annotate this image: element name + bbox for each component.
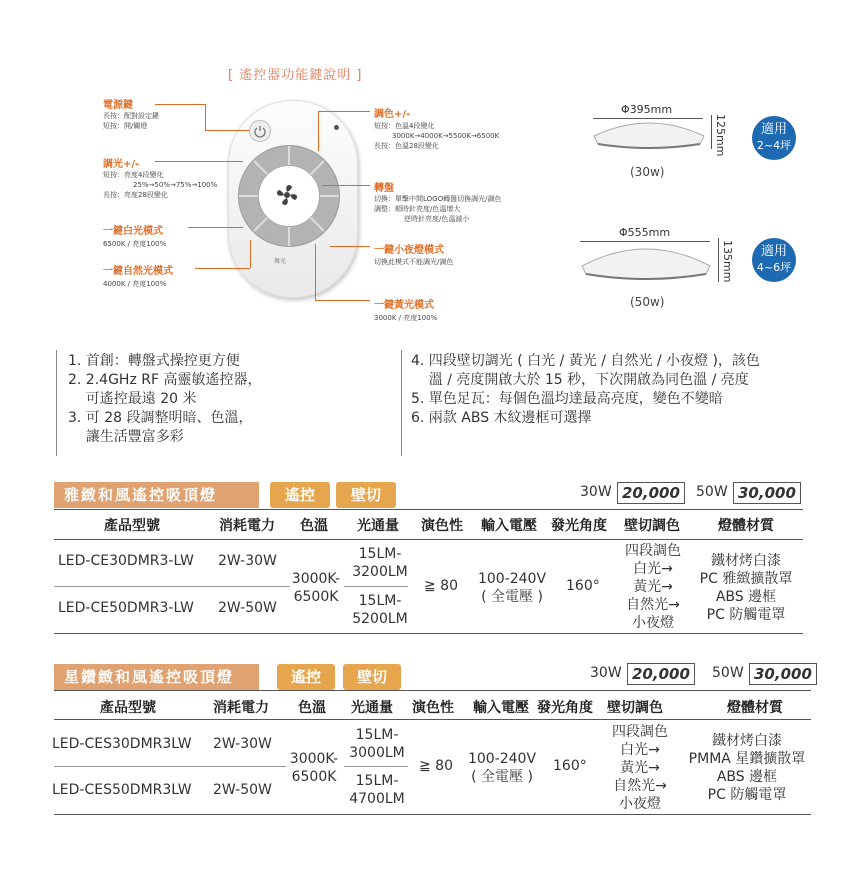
- dimming-key-desc: 短按：亮度4段變化 25%→50%→75%→100% 長按：亮度28段變化: [103, 171, 218, 199]
- table-rule: [54, 539, 803, 540]
- voltage-cell: 100-240V ( 全電壓 ): [467, 751, 537, 785]
- leader-line: [195, 268, 250, 269]
- product-title: 星鑽緻和風遙控吸頂燈: [54, 664, 259, 690]
- col-header-cri: 演色性: [412, 700, 454, 716]
- leader-line: [322, 185, 370, 186]
- dial-label: 轉盤: [374, 183, 394, 194]
- remote-brand-label: 舞光: [274, 258, 287, 265]
- power-key-label: 電源鍵: [103, 100, 133, 111]
- angle-cell: 160°: [566, 578, 600, 594]
- dimension-line: [711, 115, 712, 149]
- col-header-lumen: 光通量: [351, 700, 393, 716]
- table-rule: [54, 814, 811, 815]
- angle-cell: 160°: [553, 758, 587, 774]
- lamp-30w-height: 125mm: [714, 114, 727, 157]
- col-header-voltage: 輸入電壓: [473, 700, 529, 716]
- model-cell: LED-CE50DMR3-LW: [58, 600, 194, 616]
- natural-mode-desc: 4000K / 亮度100%: [103, 280, 167, 288]
- price-30w-label: 30W: [580, 484, 612, 500]
- features-divider: [401, 350, 402, 456]
- yellow-mode-desc: 3000K / 亮度100%: [374, 314, 438, 322]
- price-50w: 30,000: [733, 482, 801, 504]
- dimension-line: [718, 238, 719, 282]
- col-header-model: 產品型號: [104, 518, 160, 534]
- model-cell: LED-CES30DMR3LW: [52, 736, 192, 752]
- col-header-switch: 壁切調色: [607, 700, 663, 716]
- col-header-voltage: 輸入電壓: [481, 518, 537, 534]
- power-key-desc: 長按：配對設定鍵 短按：開/關燈: [103, 112, 159, 130]
- row-divider: [344, 766, 408, 767]
- section-title: [ 遙控器功能鍵說明 ]: [228, 68, 363, 83]
- cct-cell: 3000K- 6500K: [291, 571, 341, 605]
- night-mode-desc: 切換此模式不能調光/調色: [374, 258, 454, 266]
- lumen-cell: 15LM- 5200LM: [352, 593, 408, 627]
- wall-switch-tag: 壁切: [336, 482, 396, 508]
- cri-cell: ≧ 80: [419, 758, 453, 774]
- natural-mode-label: 一鍵自然光模式: [103, 266, 173, 277]
- lamp-30w-diameter: Φ395mm: [621, 103, 673, 116]
- switch-cell: 四段調色 白光→ 黃光→ 自然光→ 小夜燈: [625, 543, 681, 631]
- features-left-list: 1. 首創：轉盤式操控更方便 2. 2.4GHz RF 高靈敏遙控器， 可遙控最遠 20 米 3. 可 28 段調整明暗、色溫， 讓生活豐富多彩: [68, 353, 262, 445]
- voltage-cell: 100-240V ( 全電壓 ): [477, 571, 547, 605]
- col-header-cri: 演色性: [421, 518, 463, 534]
- col-header-cct: 色溫: [298, 700, 326, 716]
- power-cell: 2W-50W: [213, 782, 272, 798]
- wall-switch-tag: 壁切: [343, 664, 401, 690]
- lamp-50w-height: 135mm: [721, 240, 734, 283]
- lamp-30w-watt: (30w): [630, 165, 665, 179]
- color-key-desc: 短按：色溫4段變化 3000K→4000K→5500K→6500K 長按：色溫28段變化: [374, 122, 500, 150]
- model-cell: LED-CE30DMR3-LW: [58, 553, 194, 569]
- table-rule: [54, 719, 811, 720]
- leader-line: [315, 244, 316, 300]
- lumen-cell: 15LM- 4700LM: [349, 773, 405, 807]
- white-mode-label: 一鍵白光模式: [103, 226, 163, 237]
- white-mode-desc: 6500K / 亮度100%: [103, 240, 167, 248]
- remote-tag: 遙控: [277, 664, 335, 690]
- col-header-material: 燈體材質: [718, 518, 774, 534]
- price-50w-label: 50W: [712, 665, 744, 681]
- power-cell: 2W-30W: [213, 736, 272, 752]
- leader-line: [318, 111, 370, 112]
- leader-line: [155, 104, 205, 105]
- leader-line: [315, 300, 370, 301]
- lumen-cell: 15LM- 3000LM: [349, 727, 405, 761]
- area-badge-30w: 適用 2~4坪: [752, 116, 796, 160]
- col-header-cct: 色溫: [300, 518, 328, 534]
- row-divider: [54, 586, 290, 587]
- price-30w-label: 30W: [590, 665, 622, 681]
- col-header-power: 消耗電力: [219, 518, 275, 534]
- leader-line: [318, 111, 319, 151]
- product-title: 雅緻和風遙控吸頂燈: [54, 482, 259, 508]
- yellow-mode-label: 一鍵黃光模式: [374, 300, 434, 311]
- table-rule: [54, 633, 803, 634]
- lamp-30w-image: [590, 116, 708, 152]
- power-cell: 2W-30W: [218, 553, 277, 569]
- cri-cell: ≧ 80: [424, 578, 458, 594]
- price-30w: 20,000: [617, 482, 685, 504]
- cct-cell: 3000K- 6500K: [289, 751, 339, 785]
- color-key-label: 調色+/-: [374, 109, 411, 120]
- row-divider: [344, 586, 408, 587]
- lamp-50w-image: [578, 240, 714, 284]
- col-header-lumen: 光通量: [357, 518, 399, 534]
- col-header-switch: 壁切調色: [624, 518, 680, 534]
- leader-line: [205, 130, 249, 131]
- power-cell: 2W-50W: [218, 600, 277, 616]
- power-icon: [249, 120, 271, 142]
- col-header-model: 產品型號: [100, 700, 156, 716]
- price-50w: 30,000: [749, 663, 817, 685]
- leader-line: [155, 161, 243, 162]
- material-cell: 鐵材烤白漆 PMMA 星鑽擴散罩 ABS 邊框 PC 防觸電罩: [688, 733, 806, 803]
- dial-desc: 切換：單擊中間LOGO轉盤切換調光/調色 調整：順時針亮度/色溫增大 逆時針亮度/色溫減小: [374, 195, 502, 223]
- lamp-50w-diameter: Φ555mm: [619, 226, 671, 239]
- lumen-cell: 15LM- 3200LM: [352, 546, 408, 580]
- row-divider: [54, 766, 286, 767]
- logo-fan-icon: [272, 180, 302, 210]
- model-cell: LED-CES50DMR3LW: [52, 782, 192, 798]
- leader-line: [330, 246, 370, 247]
- night-mode-label: 一鍵小夜燈模式: [374, 245, 444, 256]
- price-50w-label: 50W: [696, 484, 728, 500]
- remote-tag: 遙控: [270, 482, 330, 508]
- features-right-list: 4. 四段壁切調光 ( 白光 / 黃光 / 自然光 / 小夜燈 )，該色 溫 / 亮度開啟大於 15 秒，下次開啟為同色溫 / 亮度 5. 單色足瓦：每個色溫均達最高亮度，變色不變暗 6. 兩款 ABS 木紋邊框可選擇: [411, 353, 760, 426]
- leader-line: [205, 104, 206, 130]
- dimming-key-label: 調光+/-: [103, 159, 140, 170]
- lamp-50w-watt: (50w): [630, 295, 665, 309]
- col-header-angle: 發光角度: [537, 700, 593, 716]
- indicator-dot: [334, 125, 339, 130]
- switch-cell: 四段調色 白光→ 黃光→ 自然光→ 小夜燈: [612, 724, 668, 812]
- table-rule: [54, 690, 811, 691]
- area-badge-50w: 適用 4~6坪: [752, 238, 796, 282]
- table-rule: [54, 509, 803, 510]
- price-30w: 20,000: [627, 663, 695, 685]
- col-header-material: 燈體材質: [727, 700, 783, 716]
- col-header-power: 消耗電力: [213, 700, 269, 716]
- leader-line: [250, 240, 251, 268]
- material-cell: 鐵材烤白漆 PC 雅緻擴散罩 ABS 邊框 PC 防觸電罩: [699, 553, 793, 623]
- leader-line: [188, 227, 243, 228]
- col-header-angle: 發光角度: [551, 518, 607, 534]
- features-divider: [56, 350, 57, 456]
